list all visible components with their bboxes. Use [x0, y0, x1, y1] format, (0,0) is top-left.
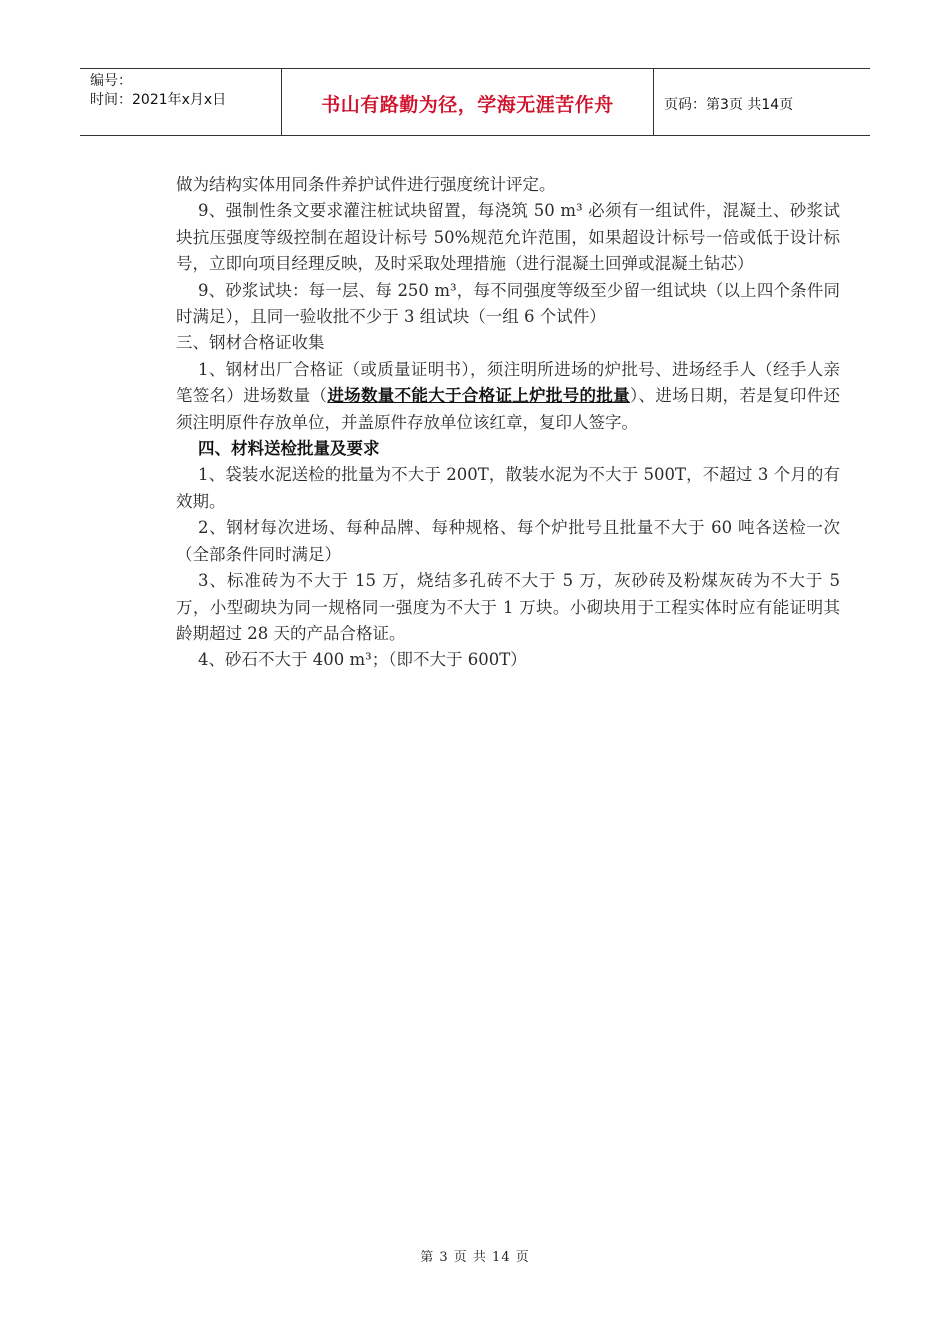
paragraph-pile-specimens: 9、强制性条文要求灌注桩试块留置，每浇筑 50 m³ 必须有一组试件，混凝土、砂浆试块抗压强度等级控制在超设计标号 50%规范允许范围，如果超设计标号一倍或低于设计标号，立即向项目经理反映，及时采取处理措施（进行混凝土回弹或混凝土钻芯） — [176, 201, 840, 274]
document-date: 时间：2021年x月x日 — [90, 92, 227, 108]
paragraph-steel-batches: 2、钢材每次进场、每种品牌、每种规格、每个炉批号且批量不大于 60 吨各送检一次（全部条件同时满足） — [176, 518, 840, 564]
paragraph-steel-emphasis: 进场数量不能大于合格证上炉批号的批量 — [327, 386, 630, 406]
header-motto-cell — [281, 69, 654, 135]
paragraph-curing-evaluation: 做为结构实体用同条件养护试件进行强度统计评定。 — [176, 175, 556, 194]
paragraph-aggregate-batches: 4、砂石不大于 400 m³；（即不大于 600T） — [198, 650, 527, 670]
header-motto: 书山有路勤为径，学海无涯苦作舟 — [321, 94, 614, 116]
section-heading-steel-certificates: 三、钢材合格证收集 — [176, 333, 325, 353]
document-number-label: 编号： — [90, 73, 132, 89]
paragraph-brick-batches: 3、标准砖为不大于 15 万，烧结多孔砖不大于 5 万，灰砂砖及粉煤灰砖为不大于 5 万，小型砌块为同一规格同一强度为不大于 1 万块。小砌块用于工程实体时应有能证明其龄期超过 28 天的产品合格证。 — [176, 571, 840, 643]
header-page-info-cell — [654, 69, 870, 135]
paragraph-mortar-specimens: 9、砂浆试块：每一层、每 250 m³，每不同强度等级至少留一组试块（以上四个条件同时满足），且同一验收批不少于 3 组试块（一组 6 个试件） — [176, 280, 840, 327]
header-page-info: 页码：第3页 共14页 — [664, 96, 794, 113]
page-footer: 第 3 页 共 14 页 — [420, 1250, 530, 1265]
paragraph-steel-text-before: 1、钢材出厂合格证（或质量证明书），须注明所进场的炉批号、进场经手人（经手人亲笔签名）进场数量（ — [176, 359, 840, 406]
document-header — [80, 68, 870, 136]
document-body — [176, 172, 840, 674]
paragraph-steel-text-after: ）、进场日期，若是复印件还须注明原件存放单位，并盖原件存放单位该红章，复印人签字。 — [176, 386, 841, 432]
paragraph-cement-batches: 1、袋装水泥送检的批量为不大于 200T，散装水泥为不大于 500T，不超过 3 个月的有效期。 — [176, 465, 840, 511]
paragraph-steel-certificates — [176, 357, 840, 436]
section-heading-sampling-batches: 四、材料送检批量及要求 — [198, 439, 380, 459]
header-meta — [80, 69, 281, 135]
